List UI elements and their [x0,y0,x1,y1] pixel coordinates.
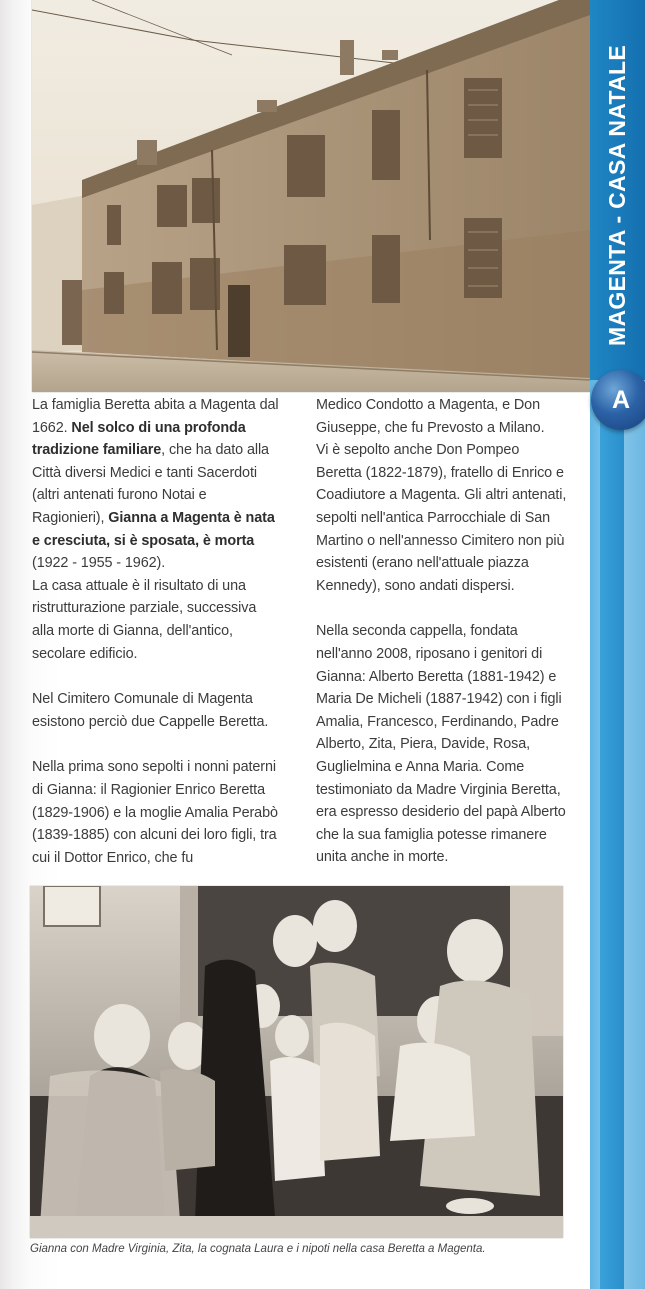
family-photo [30,886,563,1238]
left-paragraph-4: Nella prima sono sepolti i nonni paterni di Gianna: il Ragionier Enrico Beretta (1829-1906) e la moglie Amalia Perabò (1839-1885) con alcuni dei loro figli, tra cui il Dottor Enrico, che fu [32,759,278,866]
left-paragraph-2: La casa attuale è il risultato di una ristrutturazione parziale, successiva alla morte di Gianna, dell'antico, secolare edificio. [32,577,257,662]
house-photo [32,0,590,392]
left-paragraph-1: La famiglia Beretta abita a Magenta dal 1662. Nel solco di una profonda tradizione familiare, che ha dato alla Città diversi Medici e tanti Sacerdoti (altri antenati furono Notai e Ragionieri), Gianna a Magenta è nata e cresciuta, si è sposata, è morta (1922 - 1955 - 1962). [32,397,279,572]
bold-phrase-gianna: Gianna a Magenta è nata e cresciuta, si è sposata, è morta [32,509,275,549]
sidebar-stripe [600,380,624,1289]
right-paragraph-3: Nella seconda cappella, fondata nell'anno 2008, riposano i genitori di Gianna: Alberto Beretta (1881-1942) e Maria De Micheli (1887-1942) con i figli Amalia, Francesco, Ferdinando, Padre Alberto, Zita, Piera, Davide, Rosa, Guglielmina e Anna Maria. Come testimoniato da Madre Virginia Beretta, era espresso desiderio del papà Alberto che la sua famiglia potesse rimanere unita anche in morte. [316,623,566,866]
section-title [591,40,643,350]
right-paragraph-2: Vi è sepolto anche Don Pompeo Beretta (1822-1879), fratello di Enrico e Coadiutore a Magenta. Gli altri antenati, sepolti nell'antica Parrocchiale di San Martino o nell'annesso Cimitero non più esistenti (erano nell'attuale piazza Kennedy), sono andati dispersi. [316,442,567,594]
section-badge: A [591,370,645,430]
left-paragraph-3: Nel Cimitero Comunale di Magenta esistono perciò due Cappelle Beretta. [32,691,269,730]
right-text-column [316,394,568,892]
bold-phrase-tradition: Nel solco di una profonda tradizione familiare [32,419,246,459]
photo-caption: Gianna con Madre Virginia, Zita, la cognata Laura e i nipoti nella casa Beretta a Magenta. [30,1243,486,1255]
left-text-column [32,394,282,892]
section-title-text: MAGENTA - CASA NATALE [603,44,630,346]
right-paragraph-1: Medico Condotto a Magenta, e Don Giuseppe, che fu Prevosto a Milano. [316,397,545,436]
